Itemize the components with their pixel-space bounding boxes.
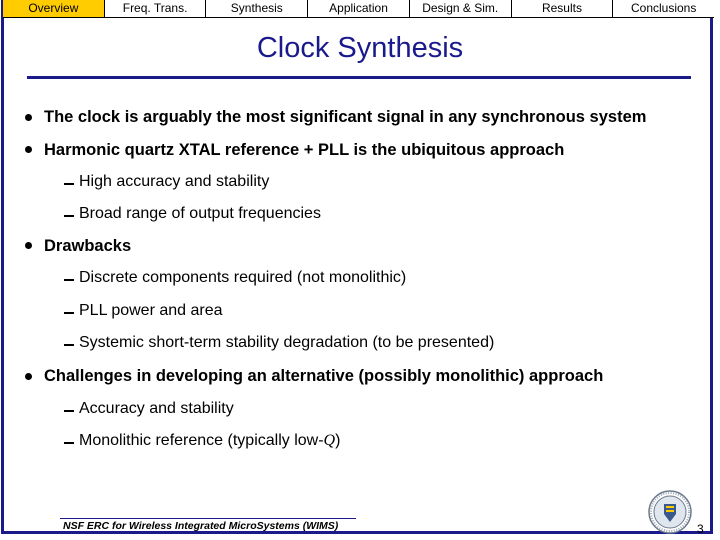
sub-text-end: ) <box>335 432 341 449</box>
tab-freq-trans[interactable]: Freq. Trans. <box>105 0 207 17</box>
bullet-4-sub-1: Accuracy and stability <box>79 400 234 417</box>
bullet-2-sub-1: High accuracy and stability <box>79 173 270 190</box>
bullet-1: The clock is arguably the most significant signal in any synchronous system <box>44 108 647 126</box>
page-title: Clock Synthesis <box>256 32 464 64</box>
nav-bar <box>3 0 714 17</box>
bullet-3-sub-3: Systemic short-term stability degradation (to be presented) <box>79 334 495 351</box>
sub-dash <box>64 442 74 444</box>
page-number: 3 <box>697 522 704 536</box>
bullet-3: Drawbacks <box>44 237 132 255</box>
bullet-4: Challenges in developing an alternative (possibly monolithic) approach <box>44 367 604 385</box>
sub-dash <box>64 410 74 412</box>
title-rule <box>27 76 691 79</box>
footer-rule <box>60 518 356 519</box>
sub-dash <box>64 312 74 314</box>
bullet-2-sub-2: Broad range of output frequencies <box>79 205 321 222</box>
sub-dash <box>64 344 74 346</box>
q-symbol: Q <box>323 432 336 449</box>
tab-design-sim[interactable]: Design & Sim. <box>410 0 512 17</box>
tab-synthesis[interactable]: Synthesis <box>206 0 308 17</box>
tab-application[interactable]: Application <box>308 0 410 17</box>
sub-dash <box>64 215 74 217</box>
bullet-3-sub-1: Discrete components required (not monolithic) <box>79 269 407 286</box>
tab-overview[interactable]: Overview <box>3 0 105 17</box>
bullet-dot <box>25 114 32 121</box>
slide-frame <box>1 0 713 534</box>
tab-results[interactable]: Results <box>512 0 614 17</box>
sub-dash <box>64 279 74 281</box>
bullet-3-sub-2: PLL power and area <box>79 302 223 319</box>
bullet-dot <box>25 146 32 153</box>
bullet-2: Harmonic quartz XTAL reference + PLL is the ubiquitous approach <box>44 141 565 159</box>
sub-dash <box>64 183 74 185</box>
nav-divider <box>3 17 714 18</box>
university-seal-icon <box>648 490 692 534</box>
footer-text: NSF ERC for Wireless Integrated MicroSystems (WIMS) <box>63 520 339 532</box>
sub-text: Monolithic reference (typically low- <box>79 432 324 449</box>
bullet-dot <box>25 242 32 249</box>
bullet-4-sub-2 <box>79 432 340 450</box>
bullet-dot <box>25 373 32 380</box>
tab-conclusions[interactable]: Conclusions <box>613 0 714 17</box>
